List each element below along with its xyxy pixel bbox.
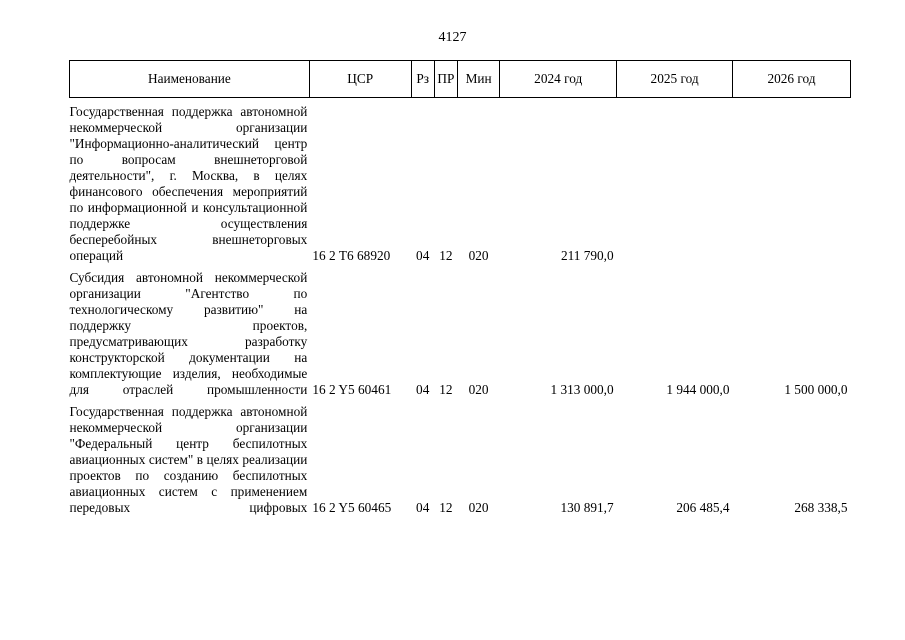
row-amount-2024: 130 891,7 [560,500,614,515]
row-pr: 12 [439,500,453,515]
header-name: Наименование [70,61,310,98]
row-amount-2026: 1 500 000,0 [784,382,848,397]
row-min: 020 [468,500,489,515]
row-amount-2025: 1 944 000,0 [666,382,730,397]
page-number: 4127 [438,30,467,45]
table-row [70,98,851,265]
row-csr: 16 2 Y5 60465 [312,500,392,515]
table-row [70,398,851,516]
row-min: 020 [468,382,489,397]
row-amount-2025 [617,98,733,265]
row-rz: 04 [416,382,430,397]
header-pr: ПР [434,61,457,98]
row-name: Государственная поддержка автономной некоммерческой организации "Федеральный центр беспилотных авиационных систем" в целях реализации проектов по созданию беспилотных авиационных систем с применением передовых цифровых [69,404,308,515]
row-csr: 16 2 Т6 68920 [312,248,391,263]
row-csr: 16 2 Y5 60461 [312,382,392,397]
row-amount-2026: 268 338,5 [794,500,848,515]
header-csr: ЦСР [309,61,411,98]
row-name: Субсидия автономной некоммерческой организации "Агентство по технологическому развитию" на поддержку проектов, предусматривающих разработку конструкторской документации на комплектующие изделия, необходимые для отраслей промышленности [69,270,308,397]
row-pr: 12 [439,382,453,397]
row-min: 020 [468,248,489,263]
row-amount-2024: 1 313 000,0 [550,382,614,397]
row-rz: 04 [416,248,430,263]
row-amount-2024: 211 790,0 [560,248,614,263]
header-2024: 2024 год [500,61,617,98]
budget-table [69,60,851,516]
table-header-row [70,61,851,98]
header-2026: 2026 год [733,61,851,98]
row-amount-2025: 206 485,4 [676,500,730,515]
header-2025: 2025 год [617,61,733,98]
row-rz: 04 [416,500,430,515]
row-pr: 12 [439,248,453,263]
header-rz: Рз [411,61,434,98]
row-amount-2026 [733,98,851,265]
header-min: Мин [457,61,499,98]
table-row [70,264,851,398]
row-name: Государственная поддержка автономной некоммерческой организации "Информационно-аналитический центр по вопросам внешнеторговой деятельности", г. Москва, в целях финансового обеспечения мероприятий по информационной и консультационной поддержке осуществления бесперебойных внешнеторговых операций [69,104,308,263]
